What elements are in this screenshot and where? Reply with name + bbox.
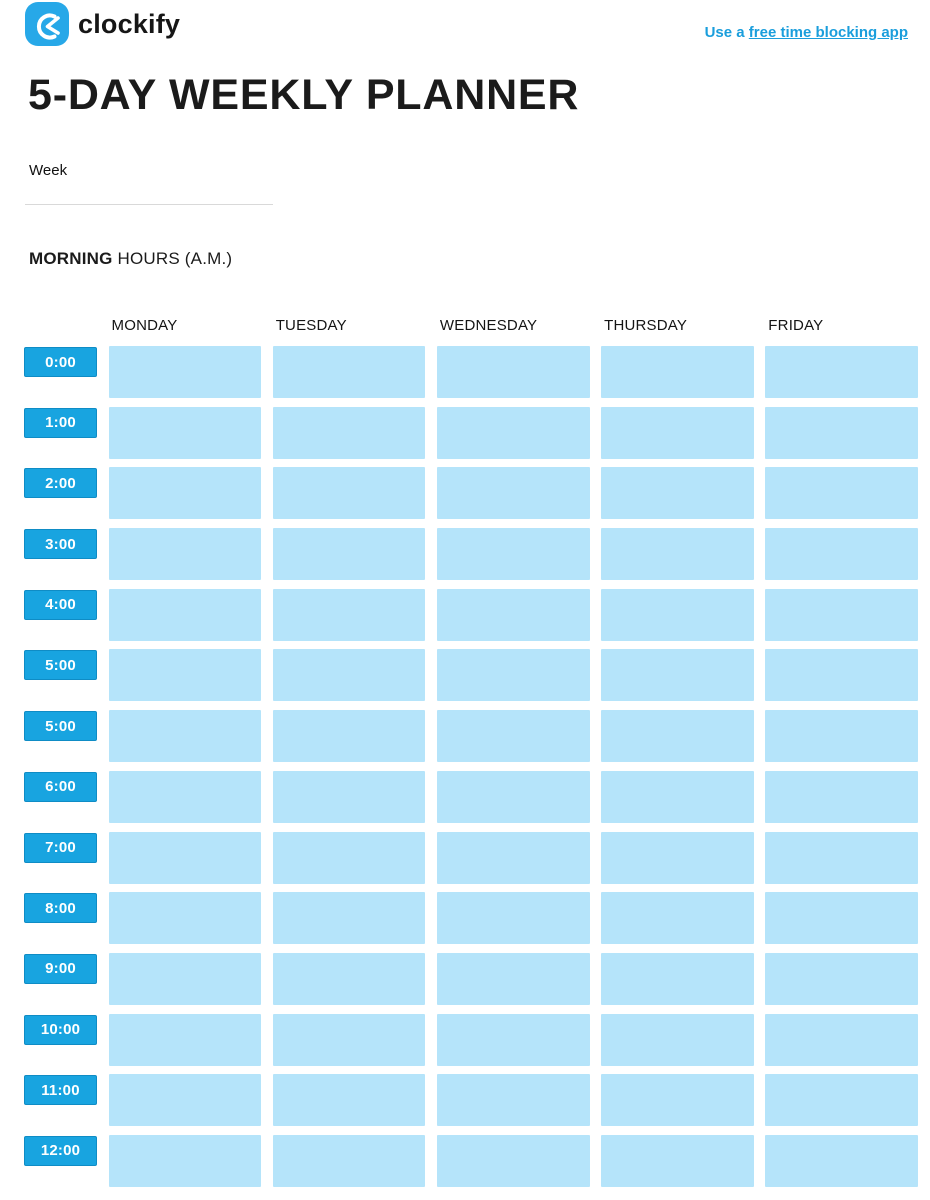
planner-cell[interactable] [765,528,918,580]
planner-cell[interactable] [109,710,262,762]
time-badge: 11:00 [24,1075,97,1105]
time-badge: 0:00 [24,347,97,377]
day-header-friday: FRIDAY [768,317,824,334]
planner-cell[interactable] [273,771,426,823]
planner-cell[interactable] [273,1135,426,1187]
planner-cell[interactable] [765,467,918,519]
planner-cell[interactable] [601,832,754,884]
planner-cell[interactable] [765,589,918,641]
planner-cell[interactable] [765,1074,918,1126]
section-title-morning-hours [29,249,232,269]
planner-cell[interactable] [765,771,918,823]
time-column-spacer [24,316,97,336]
section-title-emphasis: MORNING [29,249,113,268]
planner-cell[interactable] [601,1074,754,1126]
planner-cell[interactable] [273,1074,426,1126]
time-badge: 3:00 [24,529,97,559]
planner-cell[interactable] [437,892,590,944]
planner-cell[interactable] [109,346,262,398]
page-title: 5-DAY WEEKLY PLANNER [28,71,580,119]
day-header-wednesday: WEDNESDAY [439,317,538,334]
planner-cell[interactable] [109,832,262,884]
planner-cell[interactable] [273,467,426,519]
planner-cell[interactable] [273,832,426,884]
planner-cell[interactable] [109,589,262,641]
planner-cell[interactable] [109,771,262,823]
day-header-row [24,316,918,336]
free-time-blocking-app-link[interactable] [705,24,908,41]
planner-cell[interactable] [273,407,426,459]
planner-cell[interactable] [273,953,426,1005]
planner-cell[interactable] [601,710,754,762]
link-underlined-text[interactable]: free time blocking app [748,24,908,41]
planner-cell[interactable] [601,953,754,1005]
planner-cell[interactable] [765,832,918,884]
planner-cell[interactable] [765,407,918,459]
planner-cell[interactable] [109,1014,262,1066]
planner-cell[interactable] [109,1135,262,1187]
planner-cell[interactable] [765,1135,918,1187]
time-badge: 10:00 [24,1015,97,1045]
planner-cell[interactable] [437,771,590,823]
brand-wordmark: clockify [78,8,181,39]
time-badge: 4:00 [24,590,97,620]
planner-cell[interactable] [601,407,754,459]
planner-cell[interactable] [273,346,426,398]
planner-cell[interactable] [765,953,918,1005]
planner-cell[interactable] [273,892,426,944]
planner-cell[interactable] [601,649,754,701]
planner-cell[interactable] [273,1014,426,1066]
planner-cell[interactable] [437,528,590,580]
planner-cell[interactable] [273,589,426,641]
day-header-monday: MONDAY [111,317,178,334]
slot-grid [24,346,918,1187]
planner-cell[interactable] [601,467,754,519]
day-header-tuesday: TUESDAY [275,317,347,334]
planner-cell[interactable] [437,1014,590,1066]
planner-cell[interactable] [601,346,754,398]
planner-cell[interactable] [109,649,262,701]
planner-cell[interactable] [765,346,918,398]
week-input[interactable] [25,181,273,205]
week-label: Week [29,162,68,179]
planner-cell[interactable] [765,649,918,701]
planner-cell[interactable] [765,892,918,944]
logo-square [25,2,69,46]
planner-cell[interactable] [437,346,590,398]
planner-cell[interactable] [601,1135,754,1187]
planner-cell[interactable] [437,953,590,1005]
planner-cell[interactable] [601,589,754,641]
planner-grid [24,316,918,1187]
clockify-clock-icon [25,2,69,46]
planner-cell[interactable] [437,589,590,641]
planner-cell[interactable] [437,1135,590,1187]
time-badge: 12:00 [24,1136,97,1166]
clockify-logo[interactable] [25,2,180,46]
planner-cell[interactable] [273,710,426,762]
link-prefix: Use a [704,24,749,41]
planner-cell[interactable] [109,892,262,944]
planner-cell[interactable] [109,953,262,1005]
time-badge: 1:00 [24,408,97,438]
planner-cell[interactable] [109,467,262,519]
planner-cell[interactable] [273,528,426,580]
time-badge: 9:00 [24,954,97,984]
planner-cell[interactable] [437,832,590,884]
planner-cell[interactable] [109,407,262,459]
planner-cell[interactable] [437,1074,590,1126]
planner-cell[interactable] [273,649,426,701]
section-title-rest: HOURS (A.M.) [112,249,233,268]
time-badge: 5:00 [24,650,97,680]
planner-cell[interactable] [109,528,262,580]
planner-cell[interactable] [109,1074,262,1126]
planner-cell[interactable] [601,892,754,944]
planner-cell[interactable] [601,528,754,580]
planner-cell[interactable] [765,1014,918,1066]
planner-cell[interactable] [437,649,590,701]
planner-cell[interactable] [437,710,590,762]
planner-cell[interactable] [601,1014,754,1066]
planner-cell[interactable] [437,407,590,459]
time-badge: 8:00 [24,893,97,923]
time-badge: 7:00 [24,833,97,863]
planner-cell[interactable] [765,710,918,762]
day-header-thursday: THURSDAY [604,317,688,334]
planner-cell[interactable] [601,771,754,823]
time-badge: 6:00 [24,772,97,802]
time-badge: 2:00 [24,468,97,498]
planner-cell[interactable] [437,467,590,519]
time-badge: 5:00 [24,711,97,741]
